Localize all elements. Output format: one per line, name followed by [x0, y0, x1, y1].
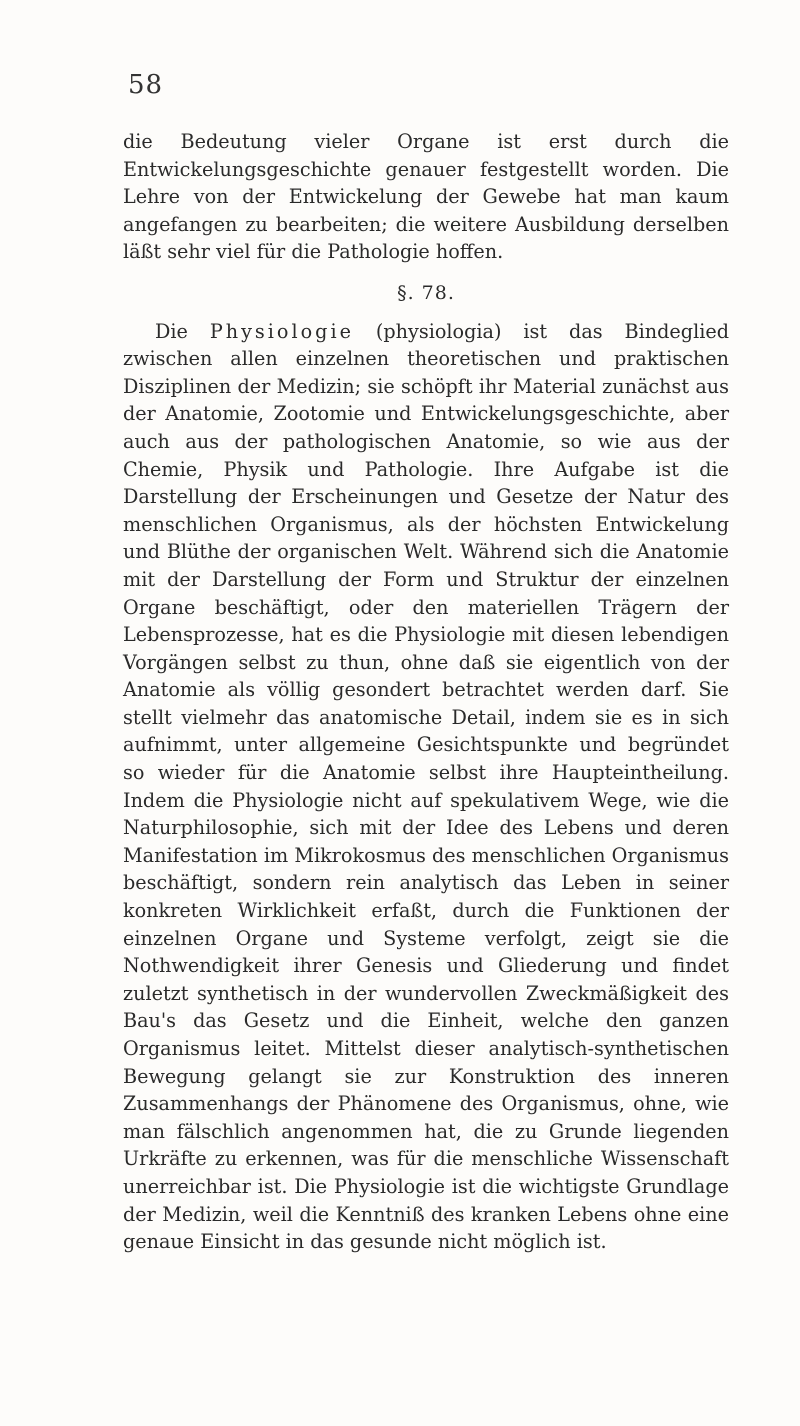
section-paragraph: Die Physiologie (physiologia) ist das Bindeglied zwischen allen einzelnen theoretischen und praktischen Disziplinen der Medizin; sie schöpft ihr Material zunächst aus der Anatomie, Zootomie und Entwickelungsgeschichte, aber auch aus der pathologischen Anatomie, so wie aus der Chemie, Physik und Pathologie. Ihre Aufgabe ist die Darstellung der Erscheinungen und Gesetze der Natur des menschlichen Organismus, als der höchsten Entwickelung und Blüthe der organischen Welt. Während sich die Anatomie mit der Darstellung der Form und Struktur der einzelnen Organe beschäftigt, oder den materiellen Trägern der Lebensprozesse, hat es die Physiologie mit diesen lebendigen Vorgängen selbst zu thun, ohne daß sie eigentlich von der Anatomie als völlig gesondert betrachtet werden darf. Sie stellt vielmehr das anatomische Detail, indem sie es in sich aufnimmt, unter allgemeine Gesichtspunkte und begründet so wieder für die Anatomie selbst ihre Haupteintheilung. Indem die Physiologie nicht auf spekulativem Wege, wie die Naturphilosophie, sich mit der Idee des Lebens und deren Manifestation im Mikrokosmus des menschlichen Organismus beschäftigt, sondern rein analytisch das Leben in seiner konkreten Wirklichkeit erfaßt, durch die Funktionen der einzelnen Organe und Systeme verfolgt, zeigt sie die Nothwendigkeit ihrer Genesis und Gliederung und findet zuletzt synthetisch in der wundervollen Zweckmäßigkeit des Bau's das Gesetz und die Einheit, welche den ganzen Organismus leitet. Mittelst dieser analytisch-synthetischen Bewegung gelangt sie zur Konstruktion des inneren Zusammenhangs der Phänomene des Organismus, ohne, wie man fälschlich angenommen hat, die zu Grunde liegenden Urkräfte zu erkennen, was für die menschliche Wissenschaft unerreichbar ist. Die Physiologie ist die wichtigste Grundlage der Medizin, weil die Kenntniß des kranken Lebens ohne eine genaue Einsicht in das gesunde nicht möglich ist.	[123, 319, 729, 1254]
term-physiologie: Physiologie	[209, 319, 354, 343]
page-body	[123, 128, 729, 1256]
latin-term: (physiologia)	[375, 319, 502, 343]
page-number: 58	[128, 70, 164, 100]
section-body: ist das Bindeglied zwischen allen einzelnen theoretischen und praktischen Disziplinen der Medizin; sie schöpft ihr Material zunächst aus der Anatomie, Zootomie und Entwickelungsgeschichte, aber auch aus der pathologischen Anatomie, so wie aus der Chemie, Physik und Pathologie. Ihre Aufgabe ist die Darstellung der Erscheinungen und Gesetze der Natur des menschlichen Organismus, als der höchsten Entwickelung und Blüthe der organischen Welt. Während sich die Anatomie mit der Darstellung der Form und Struktur der einzelnen Organe beschäftigt, oder den materiellen Trägern der Lebensprozesse, hat es die Physiologie mit diesen lebendigen Vorgängen selbst zu thun, ohne daß sie eigentlich von der Anatomie als völlig gesondert betrachtet werden darf. Sie stellt vielmehr das anatomische Detail, indem sie es in sich aufnimmt, unter allgemeine Gesichtspunkte und begründet so wieder für die Anatomie selbst ihre Haupteintheilung. Indem die Physiologie nicht auf spekulativem Wege, wie die Naturphilosophie, sich mit der Idee des Lebens und deren Manifestation im Mikrokosmus des menschlichen Organismus beschäftigt, sondern rein analytisch das Leben in seiner konkreten Wirklichkeit erfaßt, durch die Funktionen der einzelnen Organe und Systeme verfolgt, zeigt sie die Nothwendigkeit ihrer Genesis und Gliederung und findet zuletzt synthetisch in der wundervollen Zweckmäßigkeit des Bau's das Gesetz und die Einheit, welche den ganzen Organismus leitet. Mittelst dieser analytisch-synthetischen Bewegung gelangt sie zur Konstruktion des inneren Zusammenhangs der Phänomene des Organismus, ohne, wie man fälschlich angenommen hat, die zu Grunde liegenden Urkräfte zu erkennen, was für die menschliche Wissenschaft unerreichbar ist. Die Physiologie ist die wichtigste Grundlage der Medizin, weil die Kenntniß des kranken Lebens ohne eine genaue Einsicht in das gesunde nicht möglich ist.	[123, 319, 729, 1254]
section-heading: §. 78.	[397, 281, 455, 304]
paragraph-continuation: die Bedeutung vieler Organe ist erst durch die Entwickelungsgeschichte genauer festgestellt worden. Die Lehre von der Entwickelung der Gewebe hat man kaum angefangen zu bearbeiten; die weitere Ausbildung derselben läßt sehr viel für die Pathologie hoffen.	[123, 130, 729, 264]
